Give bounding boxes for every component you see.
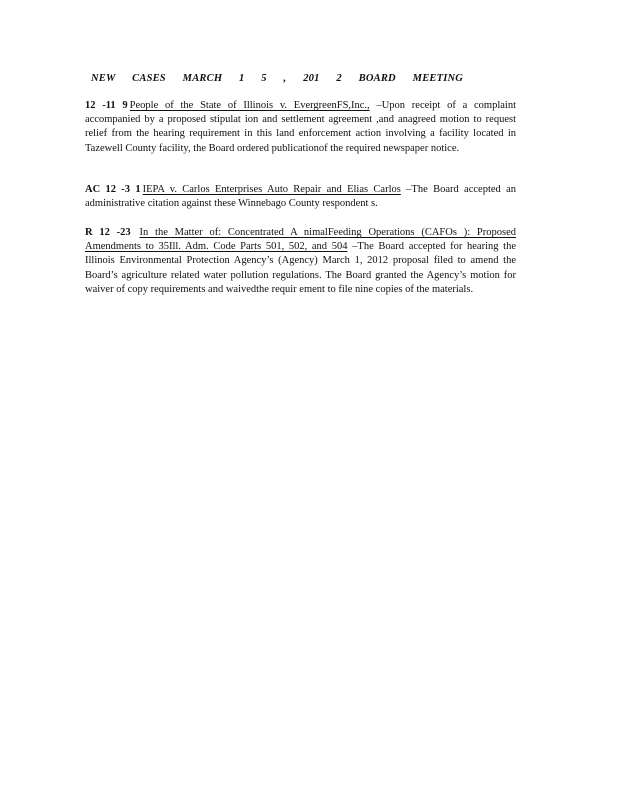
case-number: 12 -11 9 <box>85 100 128 111</box>
case-title: IEPA v. Carlos Enterprises Auto Repair and Elias Carlos <box>142 184 401 195</box>
case-entry <box>85 226 516 297</box>
case-number: R 12 -23 <box>85 227 131 238</box>
case-title: People of the State of Illinois v. EvergreenFS,Inc., <box>129 100 370 111</box>
case-description: –The Board accepted an administrative citation against these Winnebago County respondent s. <box>85 184 517 210</box>
case-description: –The Board accepted for hearing the Illinois Environmental Protection Agency’s (Agency) March 1, 2012 proposal filed to amend the Board’s agriculture related water pollution regulations. The Board granted the Agency’s motion for waiver of copy requirements and waivedthe requir ement to file nine copies of the materials. <box>85 241 516 295</box>
case-entry <box>85 183 516 211</box>
case-title: In the Matter of: Concentrated A nimalFeeding Operations (CAFOs ): Proposed Amendments to 35Ill. Adm. Code Parts 501, 502, and 504 <box>85 227 517 253</box>
case-description: –Upon receipt of a complaint accompanied by a proposed stipulat ion and settlement agreement ,and anagreed motion to request relief from the hearing requirement in this land enforcement action involving a facility located in Tazewell County facility, the Board ordered publicationof the required newspaper notice. <box>85 100 517 154</box>
page-heading: NEW CASES MARCH 1 5 , 201 2 BOARD MEETING <box>91 73 464 84</box>
case-entry <box>85 99 516 156</box>
case-number: AC 12 -3 1 <box>85 184 141 195</box>
